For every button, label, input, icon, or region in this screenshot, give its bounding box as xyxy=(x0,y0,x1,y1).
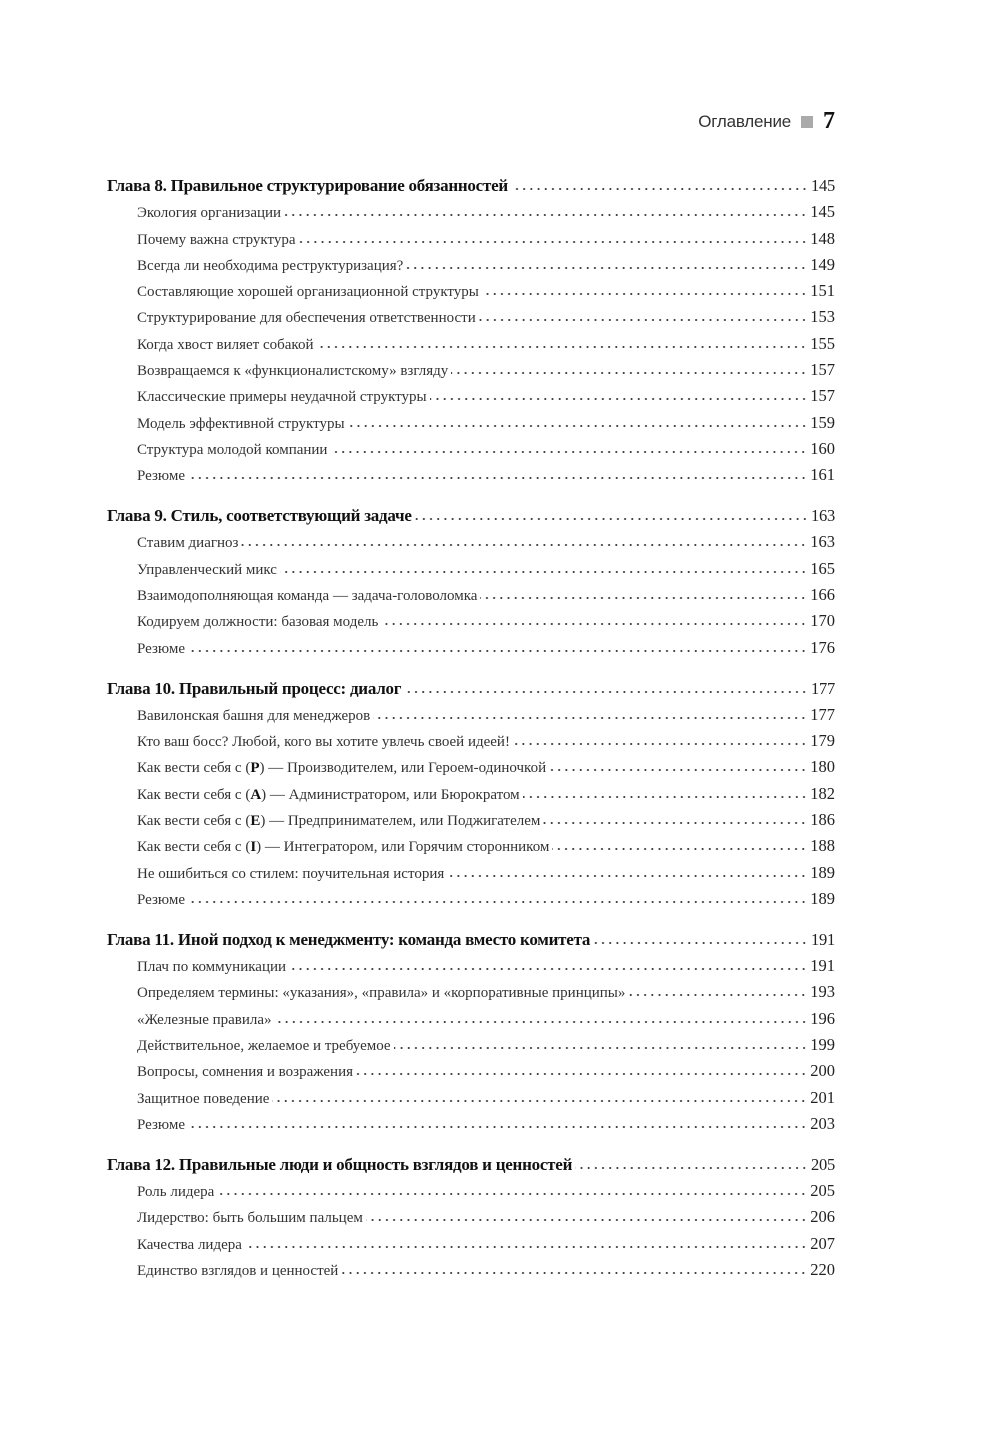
role-code-letter: E xyxy=(250,813,261,830)
toc-section-entry[interactable] xyxy=(107,1085,835,1111)
toc-chapter-entry[interactable] xyxy=(107,503,835,529)
toc-section-entry[interactable] xyxy=(107,953,835,979)
section-page-number: 153 xyxy=(810,307,835,327)
toc-section-entry[interactable] xyxy=(107,860,835,886)
section-title: Вопросы, сомнения и возражения xyxy=(137,1064,354,1081)
toc-section-entry[interactable] xyxy=(107,1006,835,1032)
dot-leader xyxy=(272,1099,807,1103)
section-title: Составляющие хорошей организационной структуры xyxy=(137,284,479,301)
toc-section-entry[interactable] xyxy=(107,331,835,357)
dot-leader xyxy=(341,1271,807,1275)
section-title: Резюме xyxy=(137,891,186,908)
section-title: Резюме xyxy=(137,1116,186,1133)
section-title: Резюме xyxy=(137,640,186,657)
toc-chapter-entry[interactable] xyxy=(107,927,835,953)
toc-section-entry[interactable] xyxy=(107,462,835,488)
toc-section-entry[interactable] xyxy=(107,436,835,462)
dot-leader xyxy=(299,240,808,244)
section-title: Качества лидера xyxy=(137,1236,242,1253)
toc-section-entry[interactable] xyxy=(107,608,835,634)
toc-section-entry[interactable] xyxy=(107,1111,835,1137)
section-title: Резюме xyxy=(137,468,186,485)
section-title-prefix: Как вести себя с ( xyxy=(137,786,251,803)
toc-section-entry[interactable] xyxy=(107,304,835,330)
running-head xyxy=(698,108,835,135)
dot-leader xyxy=(280,570,807,574)
dot-leader xyxy=(289,967,807,971)
section-title-prefix: Как вести себя с ( xyxy=(137,839,251,856)
section-page-number: 149 xyxy=(810,254,835,274)
section-title: Когда хвост виляет собакой xyxy=(137,336,314,353)
section-page-number: 163 xyxy=(810,532,835,552)
toc-section-entry[interactable] xyxy=(107,635,835,661)
dot-leader xyxy=(348,424,808,428)
section-page-number: 189 xyxy=(810,888,835,908)
dot-leader xyxy=(628,993,807,997)
toc-section-entry[interactable] xyxy=(107,278,835,304)
dot-leader xyxy=(543,821,807,825)
section-title xyxy=(137,808,540,834)
section-title: Определяем термины: «указания», «правила» и «корпоративные принципы» xyxy=(137,985,626,1002)
section-title: Почему важна структура xyxy=(137,231,296,248)
section-page-number: 199 xyxy=(810,1034,835,1054)
section-title: Ставим диагноз xyxy=(137,535,239,552)
toc-section-entry[interactable] xyxy=(107,199,835,225)
section-title: Не ошибиться со стилем: поучительная история xyxy=(137,865,445,882)
section-title: Роль лидера xyxy=(137,1184,215,1201)
dot-leader xyxy=(241,543,807,547)
section-page-number: 157 xyxy=(810,386,835,406)
section-page-number: 186 xyxy=(810,810,835,830)
toc-section-entry[interactable] xyxy=(107,833,835,859)
section-page-number: 145 xyxy=(810,202,835,222)
section-title: Единство взглядов и ценностей xyxy=(137,1262,339,1279)
section-title: Вавилонская башня для менеджеров xyxy=(137,707,371,724)
section-title xyxy=(137,834,549,860)
toc-section-entry[interactable] xyxy=(107,1231,835,1257)
section-page-number: 205 xyxy=(810,1181,835,1201)
section-page-number: 191 xyxy=(810,956,835,976)
section-page-number: 159 xyxy=(810,412,835,432)
dot-leader xyxy=(513,742,807,746)
section-title-suffix: ) — Интегратором, или Горячим сторонником xyxy=(256,839,550,856)
chapter-page-number: 145 xyxy=(811,176,835,195)
role-code-letter: P xyxy=(250,760,260,777)
dot-leader xyxy=(188,476,807,480)
dot-leader xyxy=(245,1245,807,1249)
toc-chapter-entry[interactable] xyxy=(107,676,835,702)
toc-section-entry[interactable] xyxy=(107,1204,835,1230)
toc-section-entry[interactable] xyxy=(107,979,835,1005)
dot-leader xyxy=(552,847,807,851)
section-title-suffix: ) — Администратором, или Бюрократом xyxy=(261,786,520,803)
chapter-title: Глава 10. Правильный процесс: диалог xyxy=(107,678,402,698)
dot-leader xyxy=(575,1166,808,1170)
dot-leader xyxy=(482,292,807,296)
dot-leader xyxy=(188,900,807,904)
section-title: Оглавление xyxy=(698,111,791,131)
dot-leader xyxy=(217,1192,807,1196)
dot-leader xyxy=(404,690,808,694)
section-page-number: 155 xyxy=(810,333,835,353)
toc-section-entry[interactable] xyxy=(107,1058,835,1084)
dot-leader xyxy=(366,1218,807,1222)
table-of-contents xyxy=(107,173,835,1283)
section-page-number: 176 xyxy=(810,637,835,657)
dot-leader xyxy=(511,187,808,191)
chapter-page-number: 205 xyxy=(811,1154,835,1174)
section-page-number: 203 xyxy=(810,1113,835,1133)
section-title: Кодируем должности: базовая модель xyxy=(137,614,379,631)
dot-leader xyxy=(356,1072,807,1076)
dot-leader xyxy=(394,1046,808,1050)
section-title: Возвращаемся к «функционалистскому» взгляду xyxy=(137,363,449,380)
section-title: Структура молодой компании xyxy=(137,441,328,458)
section-page-number: 189 xyxy=(810,862,835,882)
dot-leader xyxy=(188,1125,807,1129)
dot-leader xyxy=(415,517,808,521)
toc-section-entry[interactable] xyxy=(107,383,835,409)
section-page-number: 196 xyxy=(810,1008,835,1028)
section-page-number: 177 xyxy=(810,704,835,724)
section-title: Защитное поведение xyxy=(137,1090,270,1107)
section-page-number: 220 xyxy=(810,1259,835,1279)
section-page-number: 170 xyxy=(810,611,835,631)
toc-chapter-entry[interactable] xyxy=(107,173,835,199)
toc-section-entry[interactable] xyxy=(107,728,835,754)
section-title-prefix: Как вести себя с ( xyxy=(137,813,251,830)
section-title: Классические примеры неудачной структуры xyxy=(137,389,427,406)
toc-section-entry[interactable] xyxy=(107,754,835,780)
toc-section-entry[interactable] xyxy=(107,357,835,383)
dot-leader xyxy=(406,266,807,270)
section-title: Действительное, желаемое и требуемое xyxy=(137,1037,391,1054)
section-title: «Железные правила» xyxy=(137,1011,272,1028)
toc-section-entry[interactable] xyxy=(107,781,835,807)
section-title: Структурирование для обеспечения ответственности xyxy=(137,310,476,327)
toc-section-entry[interactable] xyxy=(107,529,835,555)
chapter-page-number: 163 xyxy=(811,506,835,526)
section-page-number: 148 xyxy=(810,228,835,248)
dot-leader xyxy=(593,941,808,945)
toc-section-entry[interactable] xyxy=(107,1032,835,1058)
section-title-prefix: Как вести себя с ( xyxy=(137,760,251,777)
section-title xyxy=(137,782,520,808)
section-page-number: 206 xyxy=(810,1207,835,1227)
dot-leader xyxy=(381,622,807,626)
section-page-number: 166 xyxy=(810,585,835,605)
chapter-page-number: 191 xyxy=(811,929,835,949)
toc-section-entry[interactable] xyxy=(107,226,835,252)
section-page-number: 161 xyxy=(810,465,835,485)
section-title: Управленческий микс xyxy=(137,561,277,578)
toc-section-entry[interactable] xyxy=(107,1178,835,1204)
section-page-number: 188 xyxy=(810,836,835,856)
section-page-number: 207 xyxy=(810,1233,835,1253)
dot-leader xyxy=(316,345,807,349)
section-title: Кто ваш босс? Любой, кого вы хотите увлечь своей идеей! xyxy=(137,734,510,751)
section-page-number: 193 xyxy=(810,982,835,1002)
toc-section-entry[interactable] xyxy=(107,886,835,912)
toc-chapter-entry[interactable] xyxy=(107,1152,835,1178)
dot-leader xyxy=(479,318,808,322)
section-page-number: 201 xyxy=(810,1087,835,1107)
dot-leader xyxy=(480,596,807,600)
section-page-number: 157 xyxy=(810,360,835,380)
toc-section-entry[interactable] xyxy=(107,702,835,728)
toc-section-entry[interactable] xyxy=(107,252,835,278)
section-title-suffix: ) — Производителем, или Героем-одиночкой xyxy=(259,760,547,777)
square-bullet-icon xyxy=(801,116,813,128)
section-title-suffix: ) — Предпринимателем, или Поджигателем xyxy=(260,813,541,830)
section-title: Модель эффективной структуры xyxy=(137,415,345,432)
chapter-title: Глава 8. Правильное структурирование обязанностей xyxy=(107,176,508,195)
chapter-page-number: 177 xyxy=(811,678,835,698)
chapter-title: Глава 9. Стиль, соответствующий задаче xyxy=(107,506,412,526)
dot-leader xyxy=(523,795,808,799)
dot-leader xyxy=(373,716,807,720)
section-page-number: 182 xyxy=(810,783,835,803)
dot-leader xyxy=(430,397,808,401)
dot-leader xyxy=(447,874,807,878)
toc-section-entry[interactable] xyxy=(107,1257,835,1283)
toc-section-entry[interactable] xyxy=(107,807,835,833)
section-page-number: 151 xyxy=(810,281,835,301)
toc-section-entry[interactable] xyxy=(107,582,835,608)
page-number: 7 xyxy=(823,108,835,134)
dot-leader xyxy=(330,450,807,454)
section-page-number: 200 xyxy=(810,1061,835,1081)
dot-leader xyxy=(451,371,807,375)
chapter-title: Глава 12. Правильные люди и общность взглядов и ценностей xyxy=(107,1154,573,1174)
dot-leader xyxy=(549,768,807,772)
section-page-number: 160 xyxy=(810,438,835,458)
section-title: Лидерство: быть большим пальцем xyxy=(137,1210,363,1227)
toc-section-entry[interactable] xyxy=(107,410,835,436)
role-code-letter: I xyxy=(250,839,257,856)
chapter-title: Глава 11. Иной подход к менеджменту: команда вместо комитета xyxy=(107,929,591,949)
dot-leader xyxy=(284,213,807,217)
section-title: Плач по коммуникации xyxy=(137,959,287,976)
toc-section-entry[interactable] xyxy=(107,556,835,582)
section-title: Взаимодополняющая команда — задача-головоломка xyxy=(137,588,478,605)
dot-leader xyxy=(188,649,807,653)
section-title: Экология организации xyxy=(137,205,282,222)
role-code-letter: A xyxy=(250,786,262,803)
dot-leader xyxy=(275,1020,808,1024)
section-page-number: 165 xyxy=(810,558,835,578)
section-page-number: 180 xyxy=(810,757,835,777)
section-page-number: 179 xyxy=(810,731,835,751)
section-title: Всегда ли необходима реструктуризация? xyxy=(137,257,404,274)
section-title xyxy=(137,755,546,781)
